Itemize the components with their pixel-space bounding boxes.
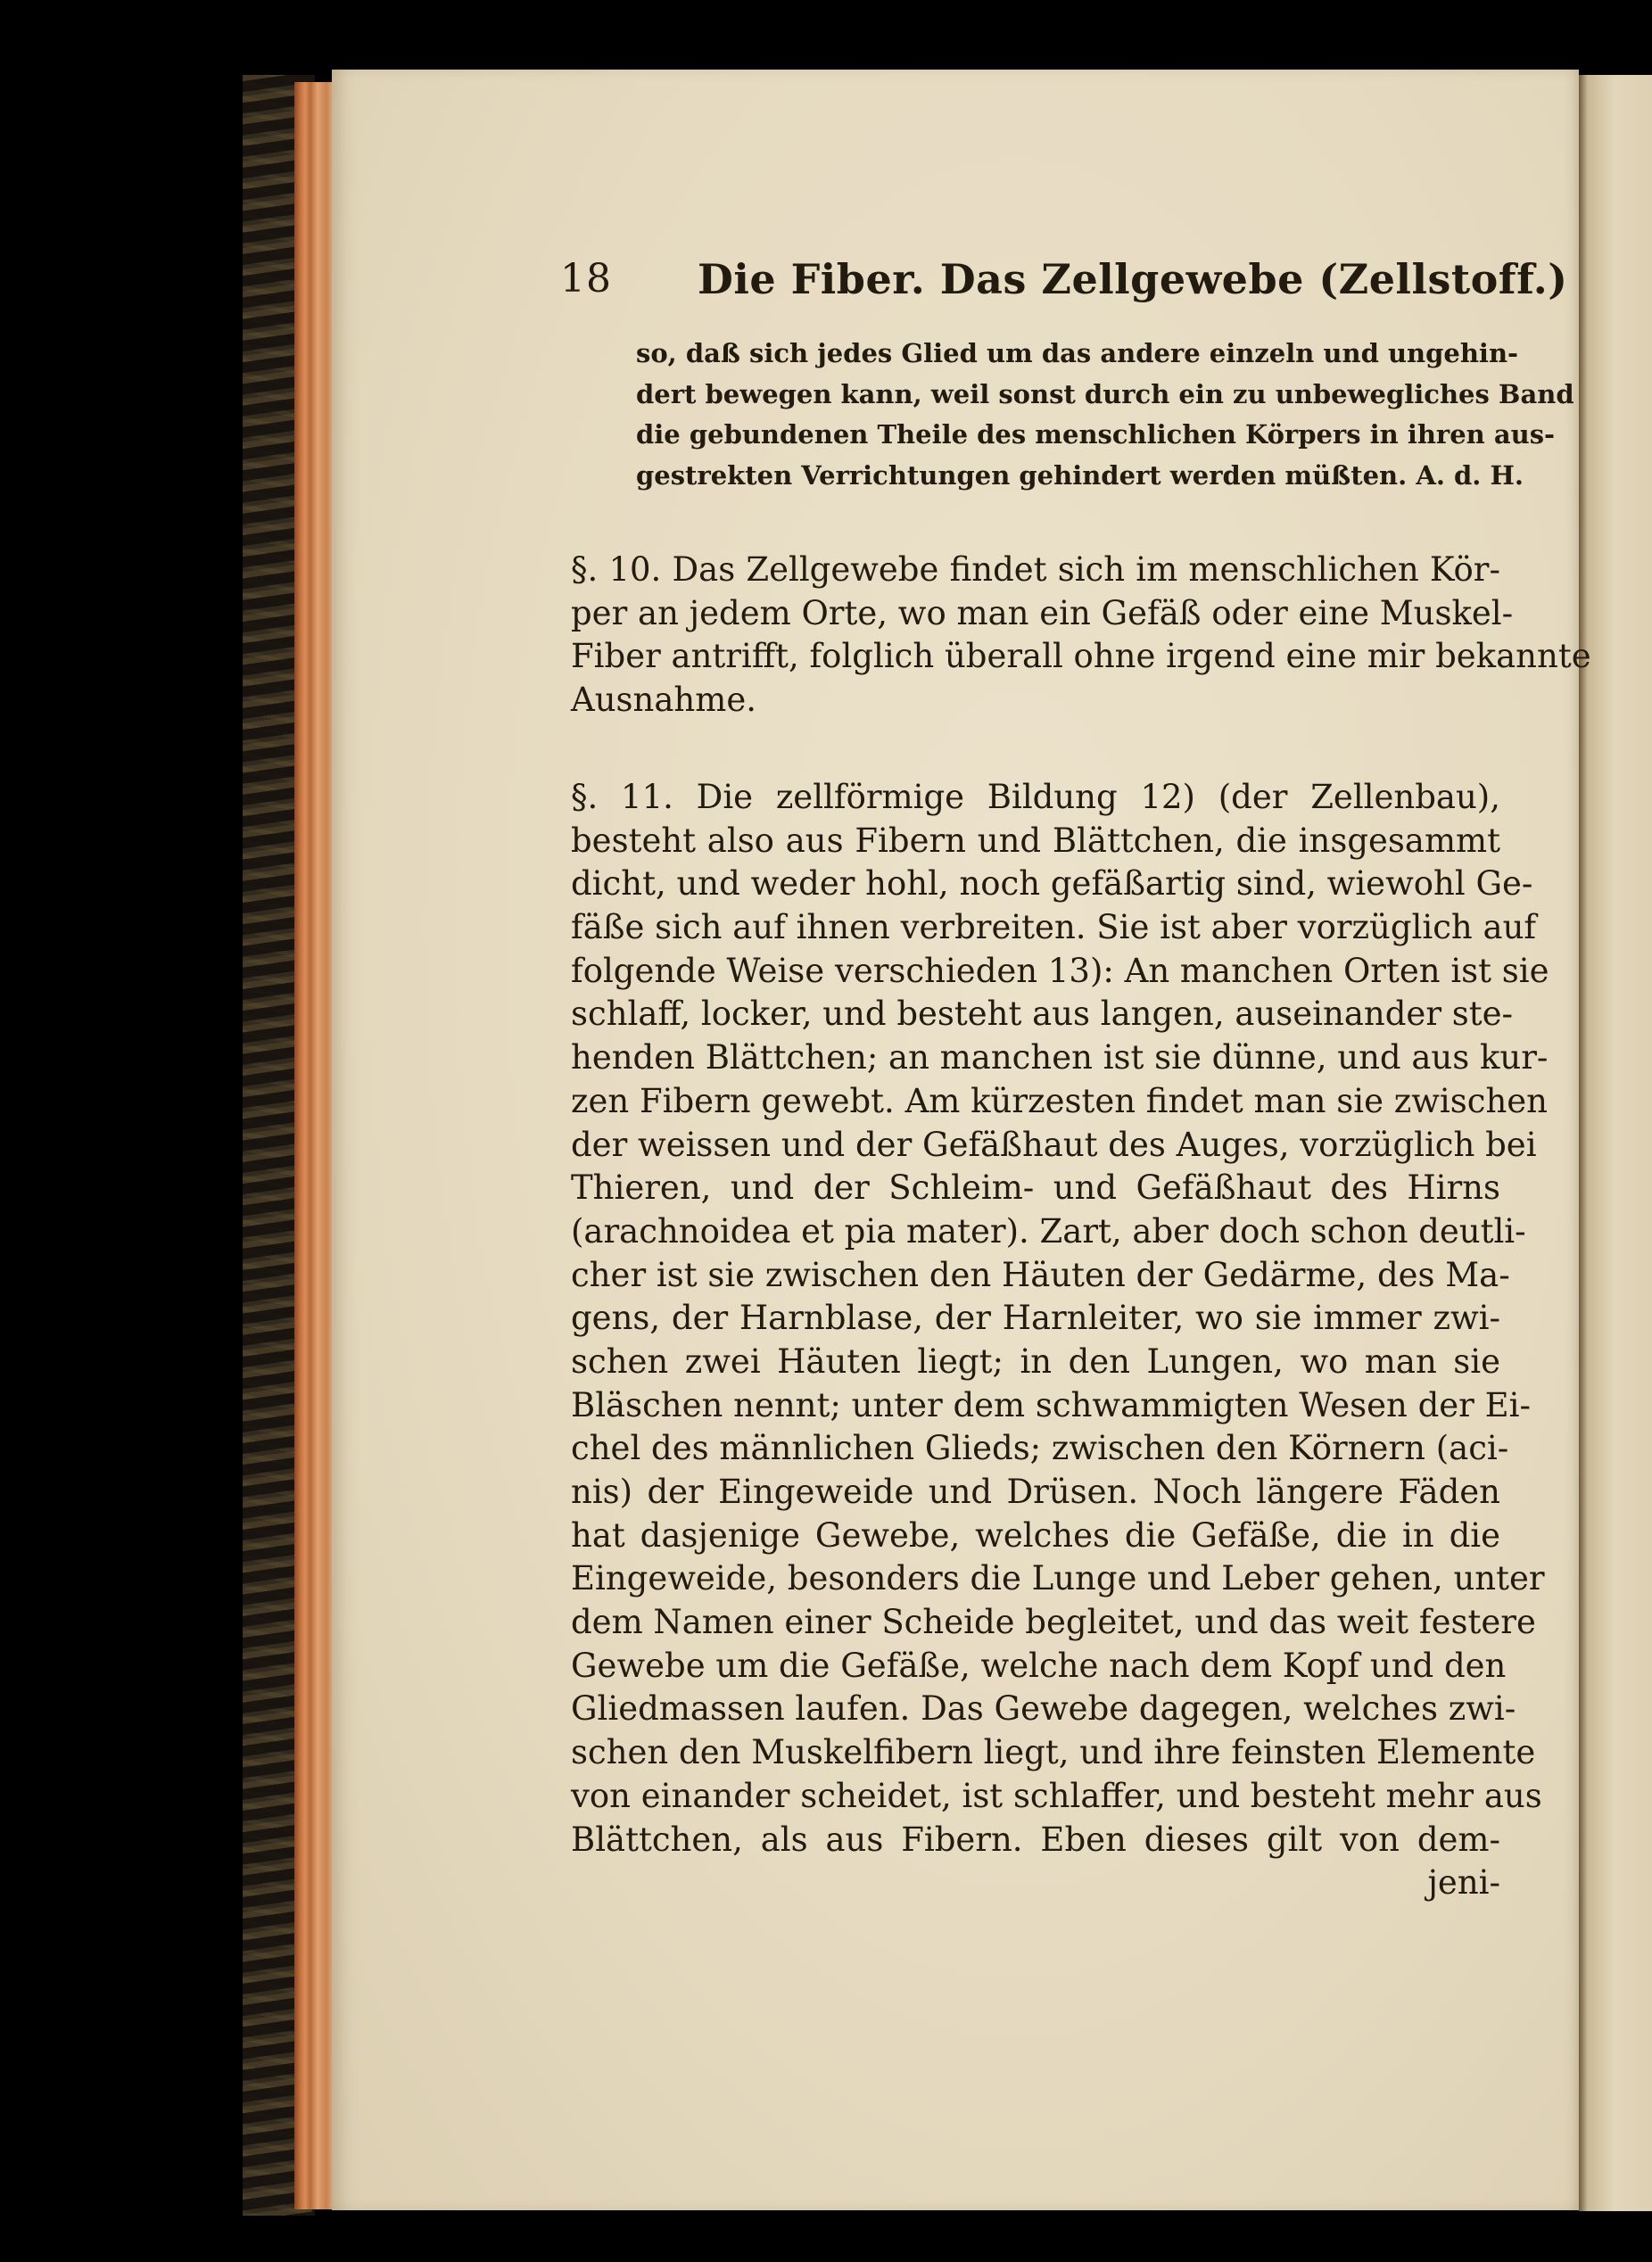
text-line: §. 11. Die zellförmige Bildung 12) (der Zellenbau),: [571, 778, 1500, 816]
text-line: hat dasjenige Gewebe, welches die Gefäße, die in die: [571, 1515, 1500, 1555]
catchword: jeni-: [1427, 1863, 1500, 1903]
text-line: Gliedmassen laufen. Das Gewebe dagegen, welches zwi-: [571, 1689, 1516, 1729]
text-line: per an jedem Orte, wo man ein Gefäß oder eine Muskel-: [571, 593, 1514, 632]
text-line: nis) der Eingeweide und Drüsen. Noch längere Fäden: [571, 1473, 1500, 1511]
text-line: von einander scheidet, ist schlaffer, und besteht mehr aus: [571, 1776, 1542, 1815]
text-line: Ausnahme.: [571, 681, 756, 720]
text-line: Thieren, und der Schleim- und Gefäßhaut des Hirns: [571, 1168, 1500, 1208]
footnote-line: dert bewegen kann, weil sonst durch ein zu unbewegliches Band: [636, 378, 1574, 409]
text-line: der weissen und der Gefäßhaut des Auges, vorzüglich bei: [571, 1125, 1537, 1164]
footnote-line: die gebundenen Theile des menschlichen Körpers in ihren aus-: [636, 419, 1556, 450]
text-line: schen zwei Häuten liegt; in den Lungen, wo man sie: [571, 1342, 1500, 1381]
text-line: folgende Weise verschieden 13): An manchen Orten ist sie: [571, 951, 1549, 990]
footnote: [636, 334, 1574, 496]
text-line: schen den Muskelfibern liegt, und ihre feinsten Elemente: [571, 1733, 1536, 1772]
text-line: Bläschen nennt; unter dem schwammigten Wesen der Ei-: [571, 1385, 1531, 1424]
text-line: zen Fibern gewebt. Am kürzesten findet man sie zwischen: [571, 1081, 1549, 1120]
text-line: dicht, und weder hohl, noch gefäßartig sind, wiewohl Ge-: [571, 864, 1533, 904]
text-line: Eingeweide, besonders die Lunge und Leber gehen, unter: [571, 1559, 1545, 1598]
paragraph-section-11: [571, 776, 1549, 1905]
paragraph-section-10: [571, 549, 1591, 722]
text-line: §. 10. Das Zellgewebe findet sich im menschlichen Kör-: [571, 550, 1500, 589]
text-line: dem Namen einer Scheide begleitet, und das weit festere: [571, 1603, 1536, 1642]
footnote-line: gestrekten Verrichtungen gehindert werden müßten. A. d. H.: [636, 459, 1524, 491]
text-line: chel des männlichen Glieds; zwischen den Körnern (aci-: [571, 1429, 1509, 1468]
page-number: 18: [560, 256, 612, 301]
text-line: gens, der Harnblase, der Harnleiter, wo sie immer zwi-: [571, 1299, 1500, 1338]
text-line: schlaff, locker, und besteht aus langen, auseinander ste-: [571, 995, 1514, 1034]
text-line: fäße sich auf ihnen verbreiten. Sie ist aber vorzüglich auf: [571, 908, 1537, 947]
text-line: Blättchen, als aus Fibern. Eben dieses gilt von dem-: [571, 1820, 1500, 1859]
text-line: (arachnoidea et pia mater). Zart, aber doch schon deutli-: [571, 1211, 1526, 1251]
text-line: Gewebe um die Gefäße, welche nach dem Kopf und den: [571, 1646, 1507, 1685]
text-line: cher ist sie zwischen den Häuten der Gedärme, des Ma-: [571, 1255, 1510, 1294]
text-line: henden Blättchen; an manchen ist sie dünne, und aus kur-: [571, 1038, 1549, 1077]
running-title: Die Fiber. Das Zellgewebe (Zellstoff.): [698, 255, 1568, 303]
footnote-line: so, daß sich jedes Glied um das andere einzeln und ungehin-: [636, 338, 1519, 368]
text-line: Fiber antrifft, folglich überall ohne irgend eine mir bekannte: [571, 637, 1591, 676]
text-line: besteht also aus Fibern und Blättchen, die insgesammt: [571, 821, 1500, 860]
page-header: [560, 252, 1568, 306]
